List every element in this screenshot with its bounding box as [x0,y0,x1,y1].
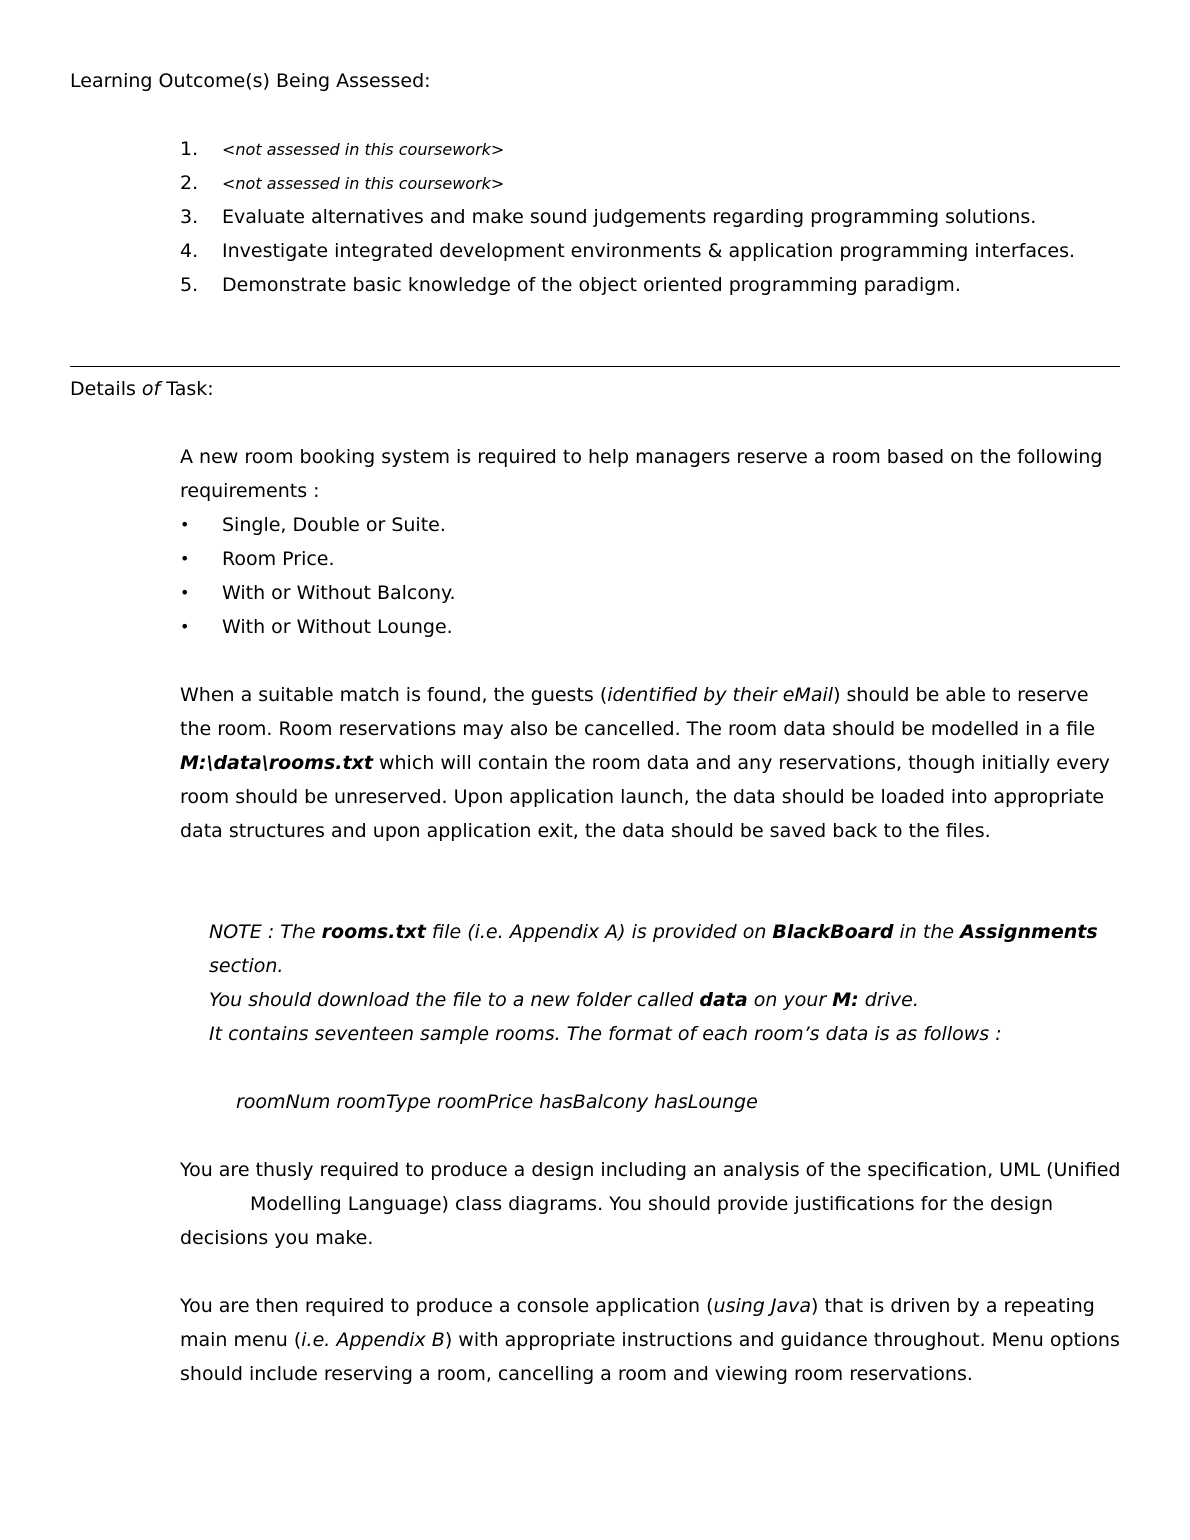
text-run: ) that is driven by a repeating main menu ( [180,1295,1095,1351]
text-run: in the [893,921,961,943]
text-run: file (i.e. Appendix A) is provided on [425,921,773,943]
list-item-text: Room Price. [222,548,335,570]
heading-italic-text: of [141,378,161,400]
learning-outcomes-list [180,132,1075,302]
list-item-text: Investigate integrated development environments & application programming interfaces. [222,240,1076,262]
list-item [180,200,1075,234]
text-run-bold: rooms.txt [321,921,426,943]
text-run: drive. [858,989,919,1011]
list-number: 2. [180,172,199,194]
section-divider [70,366,1120,367]
text-run-bold: Assignments [960,921,1098,943]
list-item [180,234,1075,268]
text-run-italic: i.e. Appendix B [301,1329,445,1351]
list-item-text: With or Without Balcony. [222,582,456,604]
text-run-bold: M: [832,989,859,1011]
list-number: 1. [180,138,199,160]
bullet-icon: • [180,549,190,568]
text-run: which will contain the room data and any reservations, though initially every room should be unreserved. Upon application launch, the data should be loaded into appropriate data structures and upon application exit, the data should be saved back to the files. [180,752,1110,842]
list-item [180,508,456,542]
text-run: You are then required to produce a console application ( [180,1295,714,1317]
file-path: M:\data\rooms.txt [180,752,373,774]
heading-text: Task: [160,378,214,400]
console-paragraph [180,1289,1125,1391]
text-run: Modelling Language) class diagrams. You should provide justifications for the design decisions you make. [180,1193,1054,1249]
text-run: ) with appropriate instructions and guidance throughout. Menu options should include reserving a room, cancelling a room and viewing room reservations. [180,1329,1120,1385]
bullet-icon: • [180,583,190,602]
text-run: You are thusly required to produce a design including an analysis of the specification, UML (Unified [180,1159,1121,1181]
list-item-text: Single, Double or Suite. [222,514,446,536]
text-run-bold: BlackBoard [772,921,894,943]
text-run: section. [209,955,284,977]
match-paragraph [180,678,1125,848]
list-number: 4. [180,240,199,262]
heading-text: Details [70,378,142,400]
list-item-text: Demonstrate basic knowledge of the object oriented programming paradigm. [222,274,961,296]
list-item [180,166,1075,200]
list-number: 5. [180,274,199,296]
intro-paragraph: A new room booking system is required to help managers reserve a room based on the following requirements : [180,446,1103,502]
text-run-italic: identified by their eMail [607,684,834,706]
list-item-text: <not assessed in this coursework> [222,140,505,159]
text-run: ) should be able to reserve the room. Room reservations may also be cancelled. The room data should be modelled in a file [180,684,1096,740]
details-heading [70,377,214,401]
text-run: When a suitable match is found, the guests ( [180,684,608,706]
learning-outcomes-heading: Learning Outcome(s) Being Assessed: [70,70,431,92]
bullet-icon: • [180,617,190,636]
text-run-bold: data [699,989,748,1011]
list-item-text: With or Without Lounge. [222,616,453,638]
list-item [180,576,456,610]
list-item-text: <not assessed in this coursework> [222,174,505,193]
requirements-list [180,508,456,644]
text-run: You should download the file to a new folder called [209,989,700,1011]
list-item-text: Evaluate alternatives and make sound judgements regarding programming solutions. [222,206,1037,228]
text-run: It contains seventeen sample rooms. The format of each room’s data is as follows : [209,1023,1002,1045]
list-number: 3. [180,206,199,228]
list-item [180,542,456,576]
bullet-icon: • [180,515,190,534]
format-line: roomNum roomType roomPrice hasBalcony hasLounge [236,1091,758,1113]
text-run: NOTE : The [209,921,322,943]
text-run-italic: using Java [713,1295,812,1317]
list-item [180,268,1075,302]
list-item [180,610,456,644]
design-paragraph [180,1153,1125,1255]
list-item [180,132,1075,166]
text-run: on your [747,989,833,1011]
note-block [209,915,1129,1051]
